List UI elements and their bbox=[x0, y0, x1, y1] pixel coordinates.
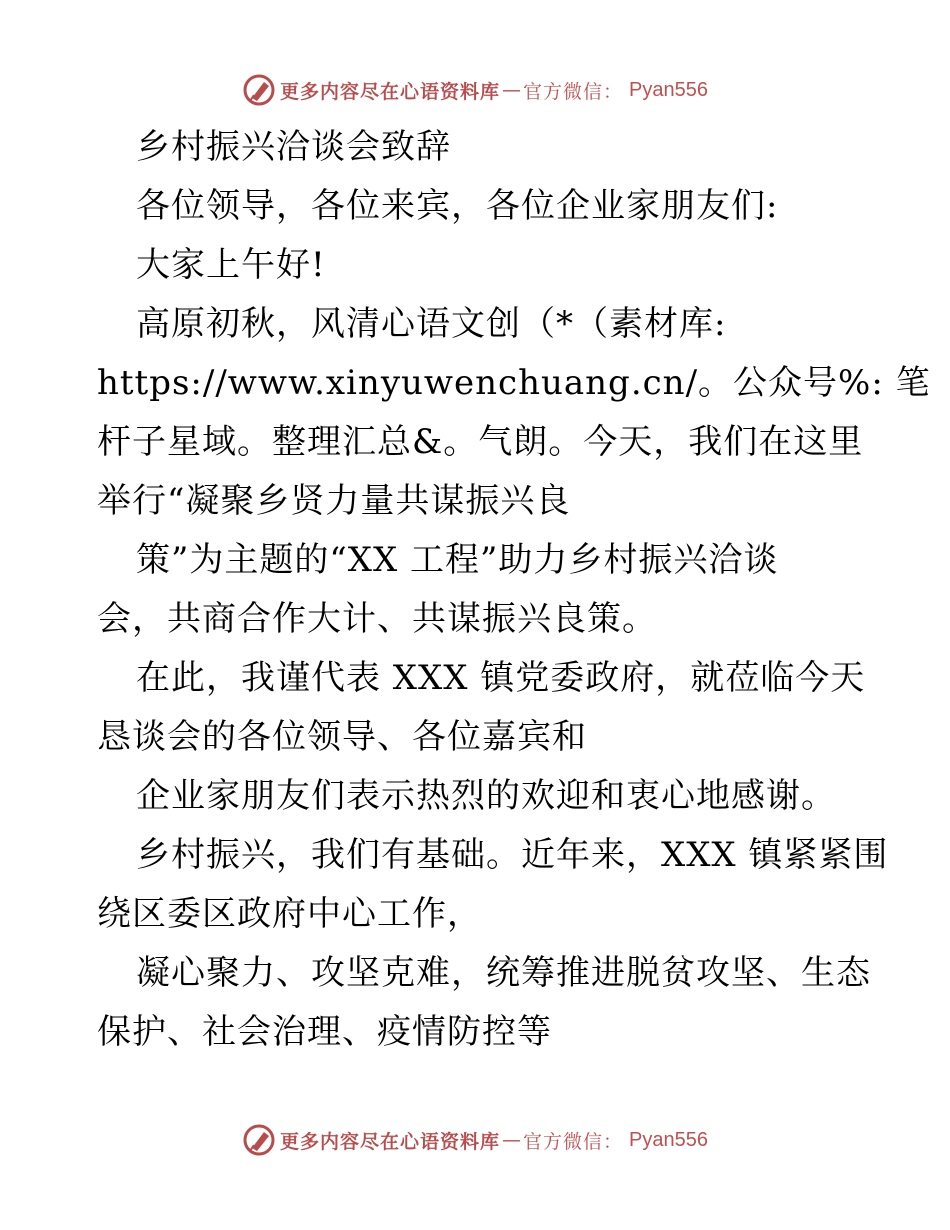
watermark-wechat-id: Pyan556 bbox=[629, 1128, 708, 1151]
footer-watermark bbox=[0, 1120, 950, 1160]
body-line: 恳谈会的各位领导、各位嘉宾和 bbox=[97, 717, 587, 757]
watermark-brand: 更多内容尽在心语资料库 bbox=[280, 80, 501, 103]
body-line: 杆子星域。整理汇总&。气朗。今天，我们在这里 bbox=[97, 422, 864, 462]
pen-nib-logo-icon bbox=[242, 73, 276, 107]
body-line: 企业家朋友们表示热烈的欢迎和衷心地感谢。 bbox=[136, 776, 836, 816]
watermark-brand: 更多内容尽在心语资料库 bbox=[280, 1130, 501, 1153]
watermark-official: 官方微信： bbox=[523, 1130, 624, 1153]
watermark-wechat-id: Pyan556 bbox=[629, 78, 708, 101]
body-line: 在此，我谨代表 XXX 镇党委政府，就莅临今天 bbox=[136, 658, 866, 698]
watermark-official: 官方微信： bbox=[523, 80, 624, 103]
body-line: 高原初秋，风清心语文创（*（素材库: bbox=[136, 304, 727, 344]
body-line: 会，共商合作大计、共谋振兴良策。 bbox=[97, 599, 657, 639]
body-line: 保护、社会治理、疫情防控等 bbox=[97, 1012, 552, 1052]
body-line: 各位领导，各位来宾，各位企业家朋友们: bbox=[136, 186, 779, 226]
body-line: 策”为主题的“XX 工程”助力乡村振兴洽谈 bbox=[136, 540, 779, 580]
body-line: https://www.xinyuwenchuang.cn/。公众号%: 笔 bbox=[97, 363, 931, 403]
document-title: 乡村振兴洽谈会致辞 bbox=[136, 127, 451, 167]
body-line: 举行“凝聚乡贤力量共谋振兴良 bbox=[97, 481, 571, 521]
header-watermark bbox=[0, 70, 950, 110]
body-line: 乡村振兴，我们有基础。近年来，XXX 镇紧紧围 bbox=[136, 835, 889, 875]
body-line: 凝心聚力、攻坚克难，统筹推进脱贫攻坚、生态 bbox=[136, 953, 871, 993]
body-line: 绕区委区政府中心工作， bbox=[97, 894, 482, 934]
body-line: 大家上午好! bbox=[136, 245, 326, 285]
watermark-separator: — bbox=[502, 1129, 522, 1151]
watermark-separator: — bbox=[502, 79, 522, 101]
pen-nib-logo-icon bbox=[242, 1123, 276, 1157]
